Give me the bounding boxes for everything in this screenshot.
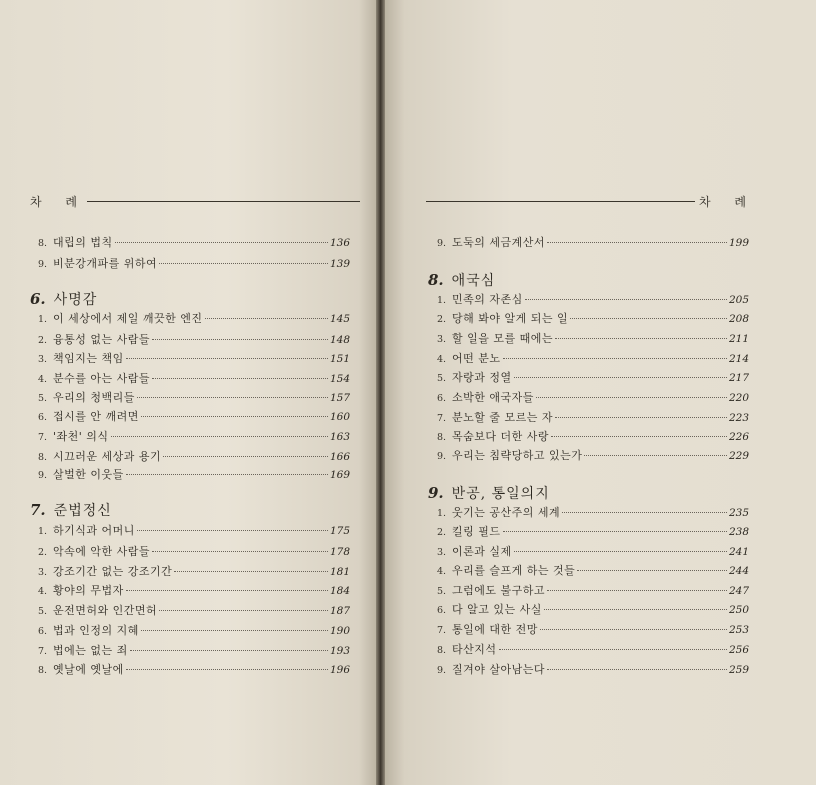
dot-leader [205,318,328,319]
item-number: 6. [437,393,447,404]
item-page: 181 [329,566,350,578]
dot-leader [111,436,328,437]
item-page: 259 [728,664,749,676]
toc-item [38,389,350,403]
item-page: 145 [329,313,350,325]
toc-item [437,428,749,442]
item-page: 187 [329,605,350,617]
item-number: 4. [38,374,48,385]
book-gutter [376,0,385,785]
left-header-rule [87,201,360,202]
section-title: 애국심 [451,273,496,289]
dot-leader [547,669,727,670]
item-title: 이론과 실제 [452,545,512,558]
dot-leader [514,377,727,378]
item-page: 211 [728,333,749,345]
item-number: 8. [38,238,48,249]
item-number: 4. [38,586,48,597]
item-title: 킬링 필드 [452,525,501,538]
dot-leader [544,609,727,610]
item-page: 151 [329,353,350,365]
item-title: 분노할 줄 모르는 자 [452,411,553,424]
dot-leader [547,590,727,591]
toc-item [38,602,350,616]
item-title: 분수를 아는 사람들 [53,372,151,385]
toc-item [38,563,350,577]
item-page: 205 [728,294,749,306]
toc-item [38,234,350,248]
item-page: 169 [329,469,350,481]
toc-item [437,310,749,324]
item-title: 법과 인정의 지혜 [53,624,139,637]
item-title: 이 세상에서 제일 깨끗한 엔진 [53,312,203,325]
item-page: 241 [728,546,749,558]
item-number: 9. [38,470,48,481]
section-number: 9. [428,484,444,502]
dot-leader [126,590,328,591]
item-number: 9. [38,259,48,270]
item-number: 5. [38,393,48,404]
item-title: 민족의 자존심 [452,293,523,306]
dot-leader [514,551,727,552]
item-number: 3. [38,354,48,365]
item-page: 250 [728,604,749,616]
toc-item [437,543,749,557]
item-number: 7. [437,625,447,636]
dot-leader [141,416,328,417]
dot-leader [152,551,328,552]
item-title: 강조기간 없는 강조기간 [53,565,173,578]
item-title: 운전면허와 인간면허 [53,604,158,617]
dot-leader [555,417,727,418]
item-page: 178 [329,546,350,558]
item-title: 옛날에 옛날에 [53,663,124,676]
dot-leader [499,649,727,650]
dot-leader [555,338,727,339]
toc-item [38,622,350,636]
item-page: 238 [728,526,749,538]
item-number: 1. [437,295,447,306]
item-page: 193 [329,645,350,657]
item-number: 4. [437,566,447,577]
item-page: 184 [329,585,350,597]
item-number: 6. [38,626,48,637]
toc-item [437,369,749,383]
right-header-rule [426,201,695,202]
item-number: 2. [38,547,48,558]
item-page: 226 [728,431,749,443]
item-number: 9. [437,451,447,462]
toc-item [38,331,350,345]
dot-leader [126,474,328,475]
item-title: 소박한 애국자들 [452,391,534,404]
toc-item [437,350,749,364]
toc-item [437,291,749,305]
dot-leader [536,397,727,398]
dot-leader [570,318,727,319]
item-page: 175 [329,525,350,537]
item-number: 2. [437,527,447,538]
item-page: 139 [329,258,350,270]
section-title: 준법정신 [53,503,112,519]
toc-item [38,582,350,596]
toc-item [38,255,350,269]
section-heading [428,483,550,503]
item-title: 하기식과 어머니 [53,524,135,537]
item-title: 당해 봐야 알게 되는 일 [452,312,569,325]
toc-item [437,582,749,596]
item-title: 우리의 청백리들 [53,391,135,404]
item-title: 황야의 무법자 [53,584,124,597]
toc-item [437,523,749,537]
toc-item [38,428,350,442]
right-header-title: 차 례 [699,195,756,209]
item-title: 융통성 없는 사람들 [53,333,151,346]
section-number: 7. [30,501,46,519]
item-number: 7. [38,646,48,657]
item-title: 어떤 분노 [452,352,501,365]
dot-leader [115,242,328,243]
item-title: 접시를 안 깨려면 [53,410,139,423]
item-number: 6. [38,412,48,423]
dot-leader [152,339,328,340]
item-page: 157 [329,392,350,404]
item-number: 3. [437,334,447,345]
item-page: 163 [329,431,350,443]
left-header-title: 차 례 [30,195,87,209]
item-page: 148 [329,334,350,346]
section-heading [30,289,97,309]
item-page: 235 [728,507,749,519]
item-title: '좌천' 의식 [53,430,109,443]
dot-leader [130,650,328,651]
section-title: 반공, 통일의지 [451,486,550,502]
toc-item [437,504,749,518]
item-title: 시끄러운 세상과 용기 [53,450,162,463]
item-page: 229 [728,450,749,462]
item-number: 8. [38,452,48,463]
toc-item [437,447,749,461]
item-title: 다 알고 있는 사실 [452,603,542,616]
item-title: 살벌한 이웃들 [53,468,124,481]
item-page: 136 [329,237,350,249]
toc-item [437,562,749,576]
toc-item [38,522,350,536]
item-page: 160 [329,411,350,423]
item-number: 5. [38,606,48,617]
item-page: 208 [728,313,749,325]
item-page: 217 [728,372,749,384]
dot-leader [174,571,328,572]
item-page: 223 [728,412,749,424]
item-title: 책임지는 책임 [53,352,124,365]
item-title: 할 일을 모를 때에는 [452,332,553,345]
dot-leader [137,530,328,531]
section-number: 6. [30,290,46,308]
toc-item [38,310,350,324]
dot-leader [126,669,328,670]
dot-leader [503,531,727,532]
dot-leader [163,456,328,457]
toc-item [38,543,350,557]
item-title: 비분강개파를 위하여 [53,257,158,270]
dot-leader [547,242,727,243]
item-number: 7. [437,413,447,424]
item-number: 5. [437,586,447,597]
item-number: 2. [38,335,48,346]
item-title: 자랑과 정열 [452,371,512,384]
item-page: 199 [728,237,749,249]
toc-item [437,601,749,615]
section-title: 사명감 [53,292,98,308]
item-title: 질겨야 살아남는다 [452,663,546,676]
item-title: 도둑의 세금계산서 [452,236,546,249]
item-page: 190 [329,625,350,637]
section-heading [428,270,495,290]
item-title: 타산지석 [452,643,497,656]
item-number: 2. [437,314,447,325]
toc-item [38,370,350,384]
right-page-header [426,193,756,210]
toc-item [437,409,749,423]
item-page: 256 [728,644,749,656]
item-title: 목숨보다 더한 사랑 [452,430,550,443]
item-title: 우리는 침략당하고 있는가 [452,449,583,462]
section-number: 8. [428,271,444,289]
dot-leader [152,378,328,379]
item-number: 3. [437,547,447,558]
toc-item [437,330,749,344]
toc-item [38,350,350,364]
toc-item [437,621,749,635]
dot-leader [503,358,727,359]
item-page: 247 [728,585,749,597]
toc-item [38,466,350,480]
dot-leader [525,299,727,300]
item-page: 154 [329,373,350,385]
section-heading [30,500,112,520]
item-number: 5. [437,373,447,384]
left-page-header [30,193,360,210]
item-number: 8. [437,432,447,443]
item-page: 166 [329,451,350,463]
dot-leader [126,358,328,359]
item-number: 1. [38,526,48,537]
toc-item [38,642,350,656]
item-number: 7. [38,432,48,443]
item-title: 통일에 대한 전망 [452,623,538,636]
item-number: 9. [437,665,447,676]
item-title: 악속에 악한 사람들 [53,545,151,558]
item-title: 법에는 없는 죄 [53,644,128,657]
dot-leader [141,630,328,631]
item-number: 4. [437,354,447,365]
item-number: 6. [437,605,447,616]
toc-item [38,408,350,422]
item-page: 253 [728,624,749,636]
item-number: 3. [38,567,48,578]
toc-item [437,234,749,248]
item-number: 1. [38,314,48,325]
item-title: 대립의 법칙 [53,236,113,249]
item-title: 우리를 슬프게 하는 것들 [452,564,576,577]
item-number: 8. [437,645,447,656]
dot-leader [562,512,727,513]
item-page: 244 [728,565,749,577]
dot-leader [540,629,727,630]
item-page: 220 [728,392,749,404]
toc-item [437,661,749,675]
toc-item [437,389,749,403]
item-title: 그럼에도 불구하고 [452,584,546,597]
item-title: 웃기는 공산주의 세계 [452,506,561,519]
dot-leader [137,397,328,398]
toc-item [38,661,350,675]
item-number: 8. [38,665,48,676]
dot-leader [551,436,727,437]
dot-leader [584,455,727,456]
toc-item [38,448,350,462]
item-page: 214 [728,353,749,365]
item-number: 1. [437,508,447,519]
item-page: 196 [329,664,350,676]
toc-item [437,641,749,655]
dot-leader [577,570,727,571]
item-number: 9. [437,238,447,249]
dot-leader [159,263,328,264]
dot-leader [159,610,328,611]
